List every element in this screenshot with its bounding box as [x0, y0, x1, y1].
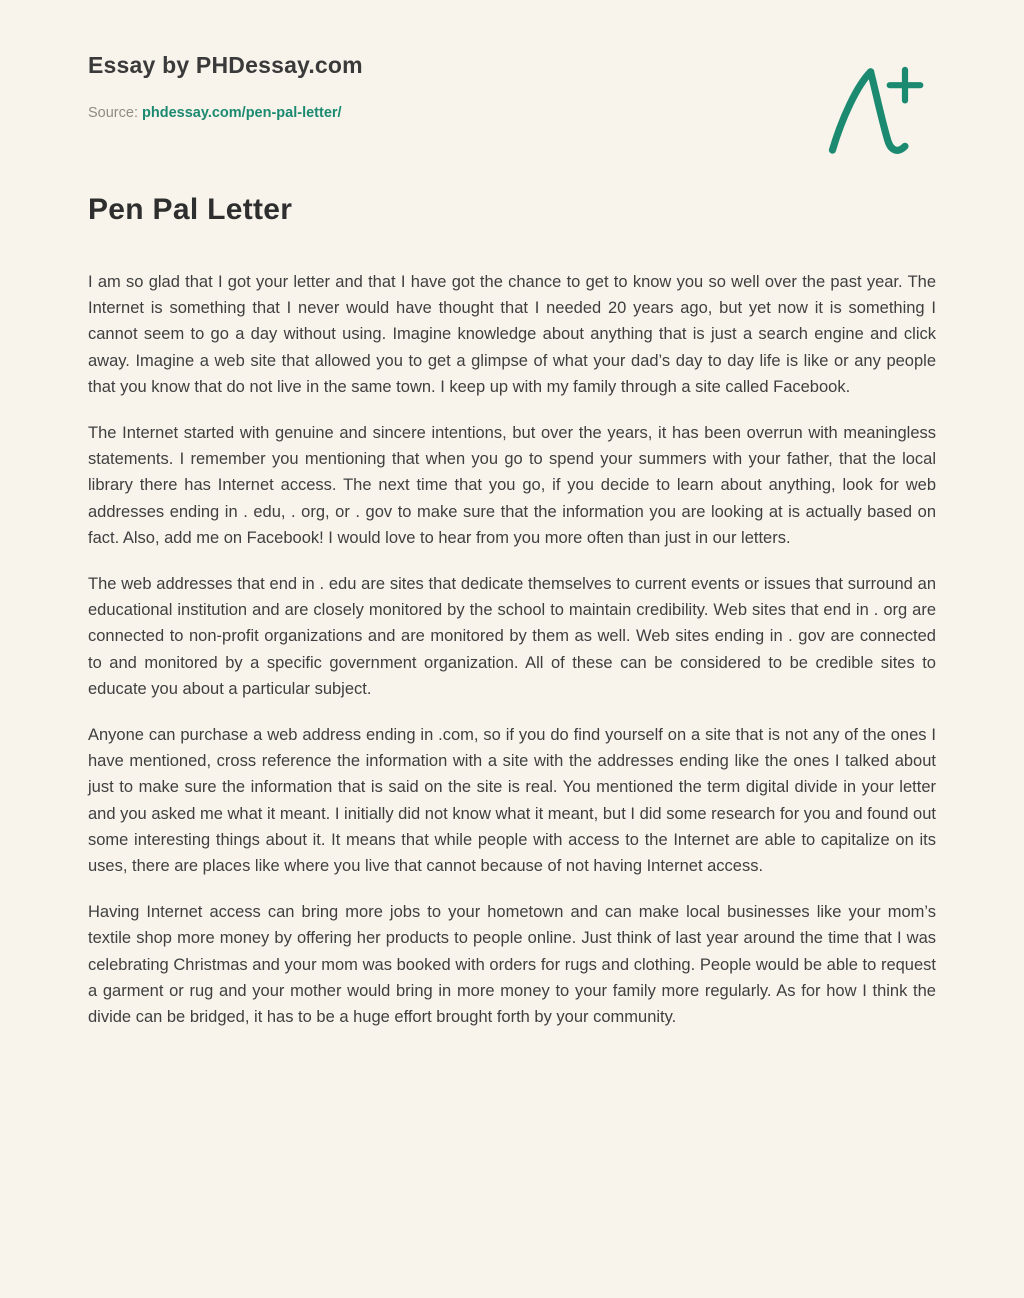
a-plus-logo-icon [821, 60, 926, 160]
essay-paragraph: The Internet started with genuine and sincere intentions, but over the years, it has been overrun with meaningless statements. I remember you mentioning that when you go to spend your summers with your father, that the local library there has Internet access. The next time that you go, if you decide to learn about anything, look for web addresses ending in . edu, . org, or . gov to make sure that the information you are looking at is actually based on fact. Also, add me on Facebook! I would love to hear from you more often than just in our letters. [88, 424, 936, 547]
page-header [88, 52, 936, 121]
essay-paragraph: I am so glad that I got your letter and that I have got the chance to get to know you so well over the past year. The Internet is something that I never would have thought that I needed 20 years ago, but yet now it is something I cannot seem to go a day without using. Imagine knowledge about anything that is just a search engine and click away. Imagine a web site that allowed you to get a glimpse of what your dad’s day to day life is like or any people that you know that do not live in the same town. I keep up with my family through a site called Facebook. [88, 273, 936, 396]
source-label: Source: [88, 105, 138, 121]
page-header-title: Essay by PHDessay.com [88, 52, 363, 78]
essay-paragraph: Having Internet access can bring more jobs to your hometown and can make local businesses like your mom’s textile shop more money by offering her products to people online. Just think of last year around the time that I was celebrating Christmas and your mom was booked with orders for rugs and clothing. People would be able to request a garment or rug and your mother would bring in more money to your family more regularly. As for how I think the divide can be bridged, it has to be a huge effort brought forth by your community. [88, 903, 936, 1027]
essay-body [88, 269, 936, 1030]
essay-paragraph: The web addresses that end in . edu are sites that dedicate themselves to current events or issues that surround an educational institution and are closely monitored by the school to maintain credibility. Web sites that end in . org are connected to non-profit organizations and are monitored by them as well. Web sites ending in . gov are connected to and monitored by a specific government organization. All of these can be considered to be credible sites to educate you about a particular subject. [88, 575, 936, 698]
essay-title: Pen Pal Letter [88, 193, 293, 226]
essay-paragraph: Anyone can purchase a web address ending in .com, so if you do find yourself on a site that is not any of the ones I have mentioned, cross reference the information with a site with the addresses ending like the ones I talked about just to make sure the information that is said on the site is real. You mentioned the term digital divide in your letter and you asked me what it meant. I initially did not know what it meant, but I did some research for you and found out some interesting things about it. It means that while people with access to the Internet are able to capitalize on its uses, there are places like where you live that cannot because of not having Internet access. [88, 726, 936, 876]
source-link[interactable]: phdessay.com/pen-pal-letter/ [142, 105, 342, 121]
source-line [88, 105, 936, 121]
